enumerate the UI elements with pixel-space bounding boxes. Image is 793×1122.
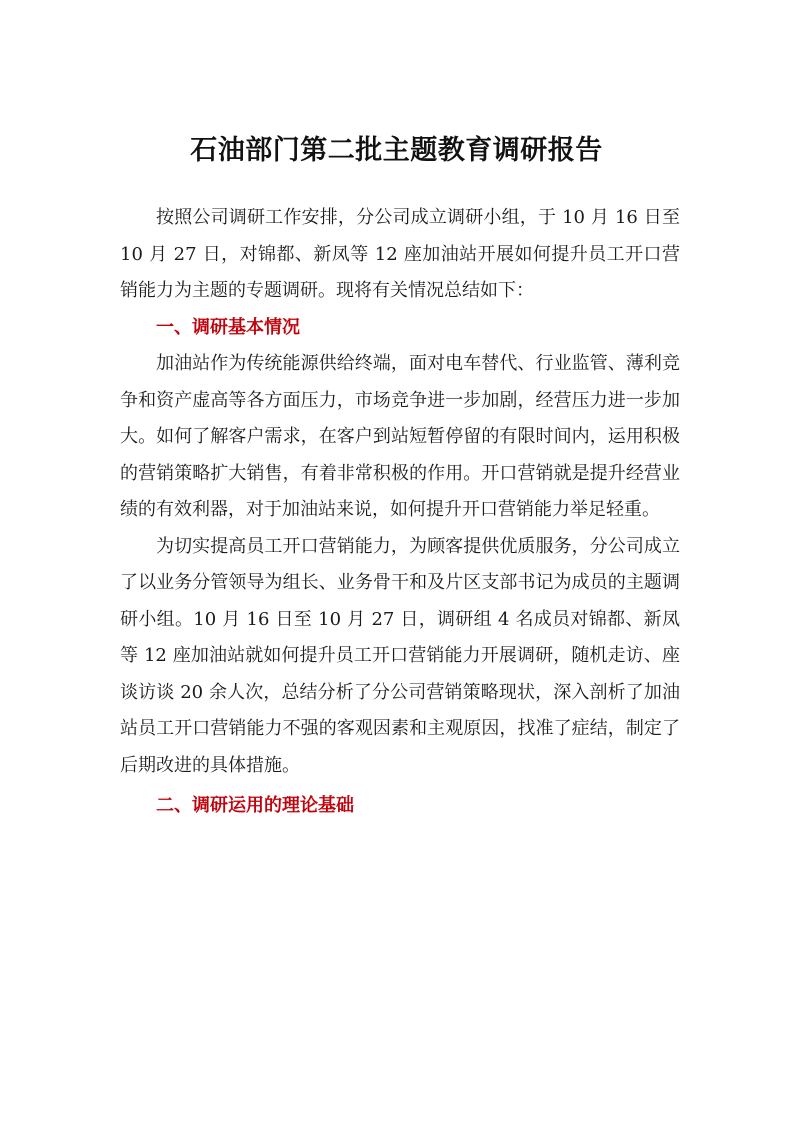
document-title: 石油部门第二批主题教育调研报告	[190, 135, 603, 166]
section-heading-2: 二、调研运用的理论基础	[156, 795, 354, 816]
section-heading-1: 一、调研基本情况	[156, 316, 300, 338]
section-1-paragraph-1: 加油站作为传统能源供给终端，面对电车替代、行业监管、薄利竞争和资产虚高等各方面压力，市场竞争进一步加剧，经营压力进一步加大。如何了解客户需求，在客户到站短暂停留的有限时间内，运用积极的营销策略扩大销售，有着非常积极的作用。开口营销就是提升经营业绩的有效利器，对于加油站来说，如何提升开口营销能力举足轻重。	[120, 353, 680, 520]
document-body	[120, 200, 680, 825]
section-1-paragraph-2: 为切实提高员工开口营销能力，为顾客提供优质服务，分公司成立了以业务分管领导为组长、业务骨干和及片区支部书记为成员的主题调研小组。10 月 16 日至 10 月 27 日，调研组 4 名成员对锦都、新凤等 12 座加油站就如何提升员工开口营销能力开展调研，随机走访、座谈访谈 20 余人次，总结分析了分公司营销策略现状，深入剖析了加油站员工开口营销能力不强的客观因素和主观原因，找准了症结，制定了后期改进的具体措施。	[120, 535, 680, 776]
intro-paragraph: 按照公司调研工作安排，分公司成立调研小组，于 10 月 16 日至 10 月 27 日，对锦都、新凤等 12 座加油站开展如何提升员工开口营销能力为主题的专题调研。现将有关情况总结如下：	[120, 207, 680, 301]
